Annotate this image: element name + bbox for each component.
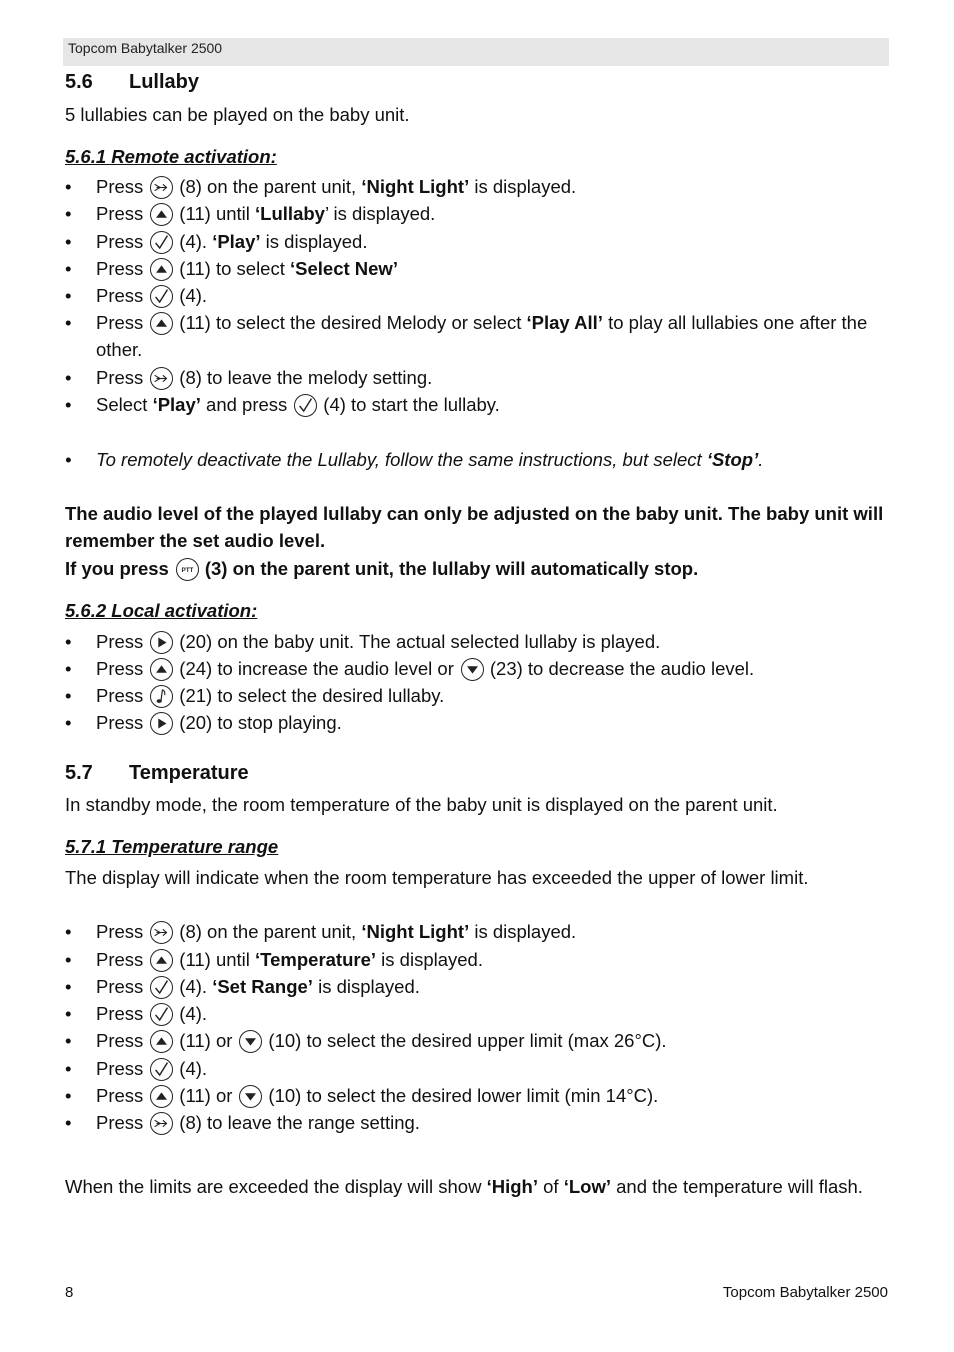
bullet: • bbox=[65, 1085, 72, 1106]
bullet: • bbox=[65, 394, 72, 415]
subsection-heading-local-activation: 5.6.2 Local activation: bbox=[65, 600, 258, 621]
bullet: • bbox=[65, 176, 72, 197]
ok-check-icon bbox=[150, 285, 173, 308]
bullet: • bbox=[65, 976, 72, 997]
subsection-heading-temperature-range: 5.7.1 Temperature range bbox=[65, 836, 279, 857]
page-number: 8 bbox=[65, 1284, 74, 1301]
subsection-heading-remote-activation: 5.6.1 Remote activation: bbox=[65, 146, 277, 167]
bullet: • bbox=[65, 203, 72, 224]
temperature-range-intro: The display will indicate when the room temperature has exceeded the upper of lower limit. bbox=[65, 867, 809, 888]
bullet: • bbox=[65, 685, 72, 706]
header-title: Topcom Babytalker 2500 bbox=[68, 40, 223, 56]
down-arrow-icon bbox=[461, 658, 484, 681]
bullet: • bbox=[65, 367, 72, 388]
music-note-icon bbox=[150, 685, 173, 708]
section-number: 5.7 bbox=[65, 762, 93, 784]
up-arrow-icon bbox=[150, 203, 173, 226]
menu-icon bbox=[150, 921, 173, 944]
down-arrow-icon bbox=[239, 1085, 262, 1108]
bullet: • bbox=[65, 285, 72, 306]
ok-check-icon bbox=[294, 394, 317, 417]
ok-check-icon bbox=[150, 1003, 173, 1026]
bullet: • bbox=[65, 312, 72, 333]
section-heading-lullaby bbox=[65, 71, 199, 94]
bullet: • bbox=[65, 631, 72, 652]
lullaby-intro: 5 lullabies can be played on the baby unit. bbox=[65, 104, 410, 125]
bullet: • bbox=[65, 231, 72, 252]
up-arrow-icon bbox=[150, 949, 173, 972]
menu-icon bbox=[150, 367, 173, 390]
limits-exceeded-text: When the limits are exceeded the display will show ‘High’ of ‘Low’ and the temperature will flash. bbox=[65, 1176, 863, 1197]
down-arrow-icon bbox=[239, 1030, 262, 1053]
bullet: • bbox=[65, 1112, 72, 1133]
section-title: Temperature bbox=[129, 762, 249, 784]
bullet: • bbox=[65, 1003, 72, 1024]
svg-text:PTT: PTT bbox=[181, 567, 194, 575]
page-header bbox=[63, 38, 889, 66]
section-heading-temperature bbox=[65, 762, 249, 785]
play-icon bbox=[150, 631, 173, 654]
ok-check-icon bbox=[150, 976, 173, 999]
section-number: 5.6 bbox=[65, 71, 93, 93]
menu-icon bbox=[150, 1112, 173, 1135]
play-icon bbox=[150, 712, 173, 735]
audio-level-note: The audio level of the played lullaby can only be adjusted on the baby unit. The baby unit will remember the set audio level. bbox=[65, 503, 884, 552]
temperature-intro: In standby mode, the room temperature of the baby unit is displayed on the parent unit. bbox=[65, 794, 778, 815]
ptt-note: If you press PTT (3) on the parent unit, the lullaby will automatically stop. bbox=[65, 558, 699, 579]
footer-title: Topcom Babytalker 2500 bbox=[722, 1284, 888, 1301]
up-arrow-icon bbox=[150, 658, 173, 681]
section-title: Lullaby bbox=[129, 71, 200, 93]
bullet: • bbox=[65, 1030, 72, 1051]
ok-check-icon bbox=[150, 1058, 173, 1081]
bullet: • bbox=[65, 258, 72, 279]
up-arrow-icon bbox=[150, 312, 173, 335]
bullet: • bbox=[65, 712, 72, 733]
up-arrow-icon bbox=[150, 258, 173, 281]
bullet: • bbox=[65, 921, 72, 942]
menu-icon bbox=[150, 176, 173, 199]
bullet: • bbox=[65, 1058, 72, 1079]
bullet: • bbox=[65, 449, 72, 470]
up-arrow-icon bbox=[150, 1085, 173, 1108]
ok-check-icon bbox=[150, 231, 173, 254]
ptt-icon bbox=[176, 558, 199, 581]
bullet: • bbox=[65, 658, 72, 679]
up-arrow-icon bbox=[150, 1030, 173, 1053]
bullet: • bbox=[65, 949, 72, 970]
